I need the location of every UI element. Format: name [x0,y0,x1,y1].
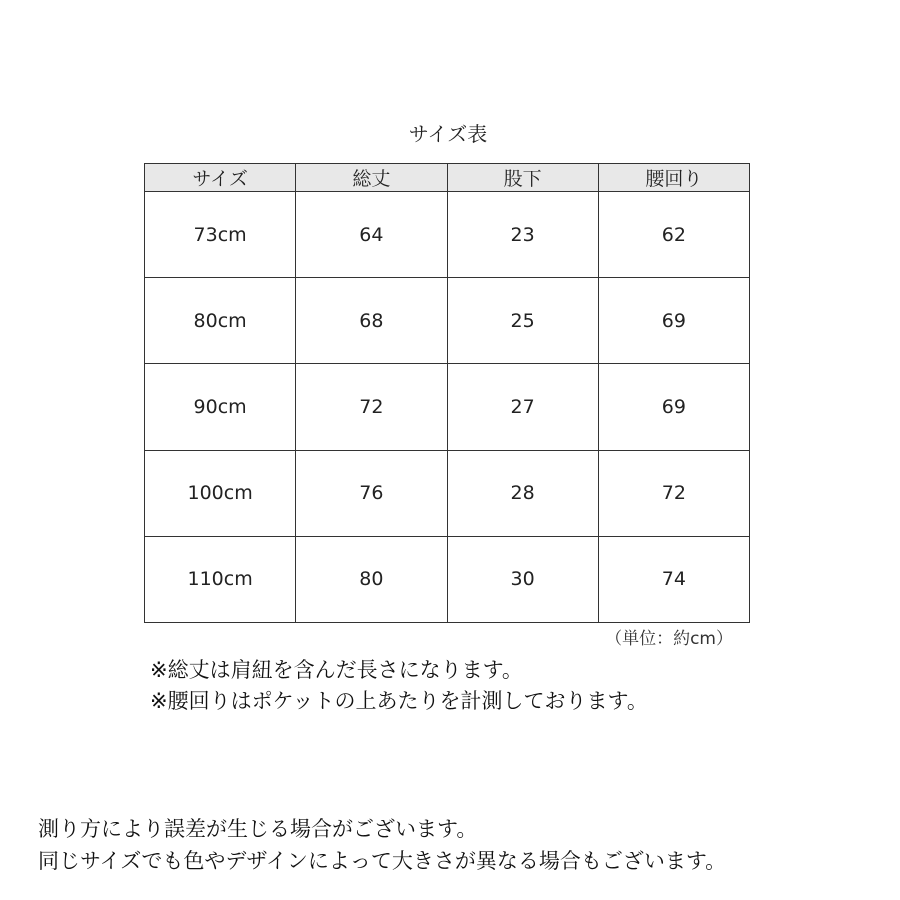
table-row [145,278,750,364]
table-row [145,364,750,450]
cell-waist: 62 [598,192,749,278]
cell-total-length: 80 [296,536,447,622]
cell-size: 100cm [145,450,296,536]
cell-inseam: 30 [447,536,598,622]
header-total-length: 総丈 [296,164,447,192]
cell-size: 110cm [145,536,296,622]
note-waist: ※腰回りはポケットの上あたりを計測しております。 [150,689,648,713]
page-title: サイズ表 [408,122,488,146]
cell-waist: 72 [598,450,749,536]
disclaimer [38,813,726,877]
measurement-notes [150,655,648,717]
cell-waist: 69 [598,364,749,450]
cell-inseam: 23 [447,192,598,278]
cell-waist: 69 [598,278,749,364]
header-size: サイズ [145,164,296,192]
table-row [145,536,750,622]
disclaimer-line: 測り方により誤差が生じる場合がございます。 [38,817,478,841]
table-row [145,192,750,278]
cell-total-length: 68 [296,278,447,364]
header-inseam: 股下 [447,164,598,192]
size-table [144,163,750,623]
unit-note: （単位：約cm） [605,629,733,649]
cell-size: 73cm [145,192,296,278]
cell-inseam: 27 [447,364,598,450]
table-row [145,450,750,536]
cell-inseam: 28 [447,450,598,536]
cell-total-length: 76 [296,450,447,536]
cell-waist: 74 [598,536,749,622]
note-total-length: ※総丈は肩紐を含んだ長さになります。 [150,658,523,682]
cell-size: 80cm [145,278,296,364]
cell-total-length: 72 [296,364,447,450]
disclaimer-line: 同じサイズでも色やデザインによって大きさが異なる場合もございます。 [38,849,727,873]
cell-inseam: 25 [447,278,598,364]
header-waist: 腰回り [598,164,749,192]
table-header-row [145,164,750,192]
cell-total-length: 64 [296,192,447,278]
cell-size: 90cm [145,364,296,450]
